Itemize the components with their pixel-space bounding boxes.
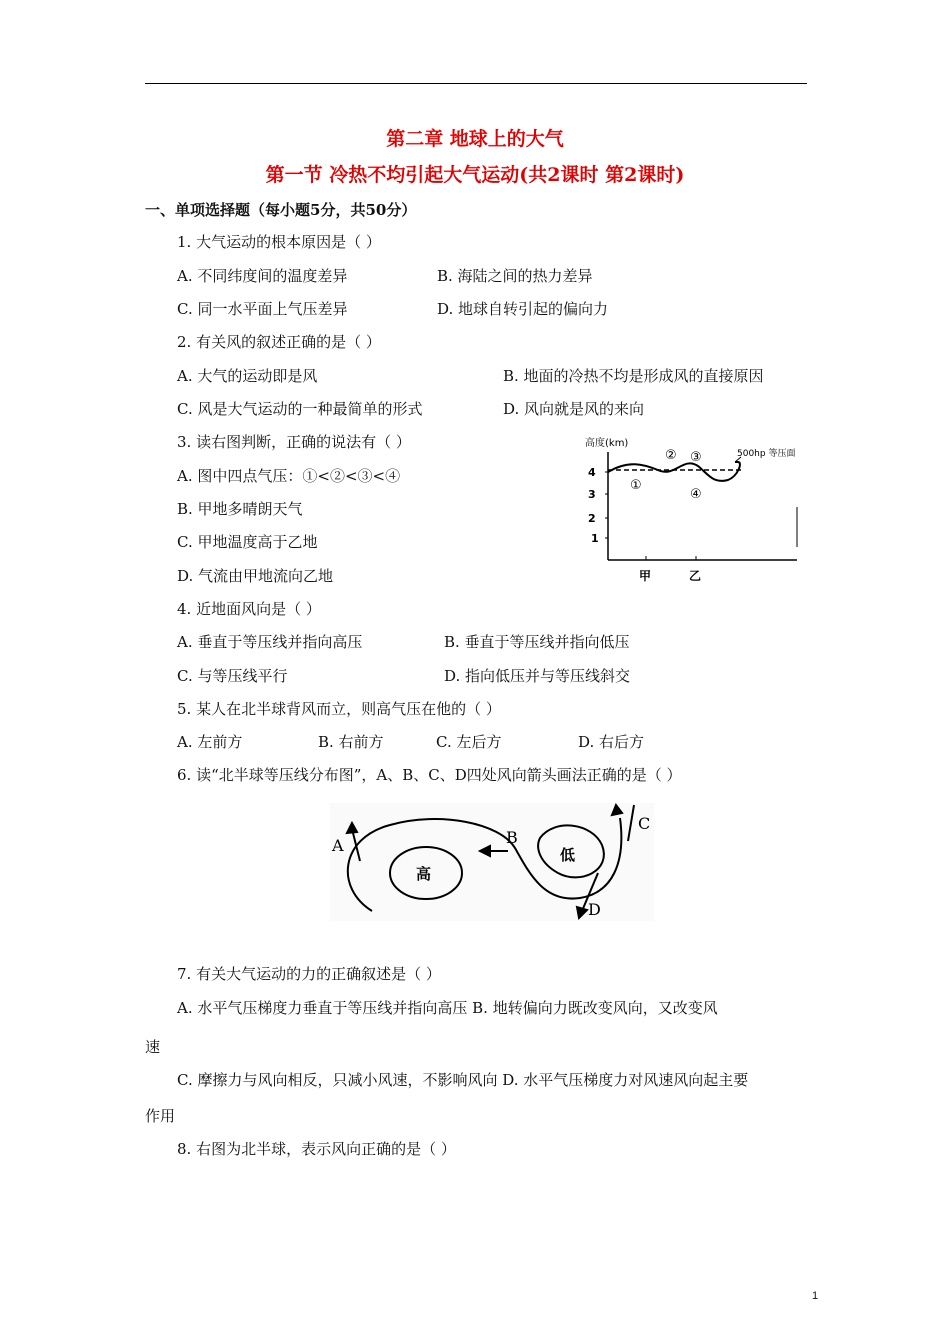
x-label-jia: 甲 bbox=[639, 569, 652, 583]
point-2: ② bbox=[665, 448, 677, 463]
q5-stem: 5. 某人在北半球背风而立，则高气压在他的（ ） bbox=[177, 700, 501, 718]
y-tick-2: 2 bbox=[588, 512, 596, 525]
x-label-yi: 乙 bbox=[689, 569, 702, 583]
q1-stem: 1. 大气运动的根本原因是（ ） bbox=[177, 233, 381, 251]
q2-option-a: A. 大气的运动即是风 bbox=[177, 367, 318, 385]
header-rule bbox=[145, 83, 807, 84]
y-tick-3: 3 bbox=[588, 488, 596, 501]
q1-option-a: A. 不同纬度间的温度差异 bbox=[177, 267, 348, 285]
isobar-label: 500hp 等压面 bbox=[737, 449, 796, 459]
q5-option-b: B. 右前方 bbox=[318, 733, 384, 751]
label-a: A bbox=[332, 836, 344, 855]
y-axis-label: 高度(km) bbox=[585, 438, 629, 449]
point-3: ③ bbox=[690, 450, 702, 465]
high-pressure-label: 高 bbox=[416, 865, 432, 883]
q4-option-a: A. 垂直于等压线并指向高压 bbox=[177, 633, 363, 651]
q3-option-c: C. 甲地温度高于乙地 bbox=[177, 533, 318, 551]
q4-stem: 4. 近地面风向是（ ） bbox=[177, 600, 321, 618]
point-1: ① bbox=[630, 478, 642, 493]
q5-option-c: C. 左后方 bbox=[436, 733, 502, 751]
q8-stem: 8. 右图为北半球，表示风向正确的是（ ） bbox=[177, 1140, 456, 1158]
q2-option-b: B. 地面的冷热不均是形成风的直接原因 bbox=[503, 367, 764, 385]
isobar-height-diagram bbox=[583, 432, 805, 592]
page-number: 1 bbox=[812, 1290, 819, 1302]
chapter-title: 第二章 地球上的大气 bbox=[386, 128, 564, 150]
q7-options-cd: C. 摩擦力与风向相反，只减小风速，不影响风向 D. 水平气压梯度力对风速风向起主要 bbox=[177, 1071, 749, 1089]
q2-option-d: D. 风向就是风的来向 bbox=[503, 400, 645, 418]
q4-option-d: D. 指向低压并与等压线斜交 bbox=[444, 667, 631, 685]
q7-options-ab: A. 水平气压梯度力垂直于等压线并指向高压 B. 地转偏向力既改变风向，又改变风 bbox=[177, 999, 718, 1017]
q3-option-d: D. 气流由甲地流向乙地 bbox=[177, 567, 334, 585]
label-b: B bbox=[506, 828, 518, 847]
q5-option-d: D. 右后方 bbox=[578, 733, 645, 751]
point-4: ④ bbox=[690, 487, 702, 502]
label-d: D bbox=[588, 900, 601, 919]
q1-option-c: C. 同一水平面上气压差异 bbox=[177, 300, 348, 318]
section-title: 第一节 冷热不均引起大气运动(共2课时 第2课时) bbox=[265, 164, 685, 186]
q3-option-b: B. 甲地多晴朗天气 bbox=[177, 500, 303, 518]
isobaric-surface-curve bbox=[608, 462, 740, 481]
q2-stem: 2. 有关风的叙述正确的是（ ） bbox=[177, 333, 381, 351]
q5-option-a: A. 左前方 bbox=[177, 733, 243, 751]
q7-options-cd-cont: 作用 bbox=[145, 1107, 176, 1125]
q3-option-a: A. 图中四点气压：①<②<③<④ bbox=[177, 467, 401, 485]
q6-stem: 6. 读“北半球等压线分布图”，A、B、C、D四处风向箭头画法正确的是（ ） bbox=[177, 766, 682, 784]
q2-option-c: C. 风是大气运动的一种最简单的形式 bbox=[177, 400, 423, 418]
label-c: C bbox=[638, 814, 651, 833]
part-heading: 一、单项选择题（每小题5分，共50分） bbox=[145, 201, 417, 219]
y-tick-4: 4 bbox=[588, 466, 596, 479]
q4-option-c: C. 与等压线平行 bbox=[177, 667, 288, 685]
q7-stem: 7. 有关大气运动的力的正确叙述是（ ） bbox=[177, 965, 441, 983]
low-pressure-label: 低 bbox=[560, 846, 576, 864]
q1-option-d: D. 地球自转引起的偏向力 bbox=[437, 300, 609, 318]
q7-options-ab-cont: 速 bbox=[145, 1038, 161, 1056]
q3-stem: 3. 读右图判断，正确的说法有（ ） bbox=[177, 433, 411, 451]
q1-option-b: B. 海陆之间的热力差异 bbox=[437, 267, 593, 285]
q4-option-b: B. 垂直于等压线并指向低压 bbox=[444, 633, 630, 651]
y-tick-1: 1 bbox=[591, 532, 599, 545]
isobar-map-diagram bbox=[330, 803, 654, 921]
